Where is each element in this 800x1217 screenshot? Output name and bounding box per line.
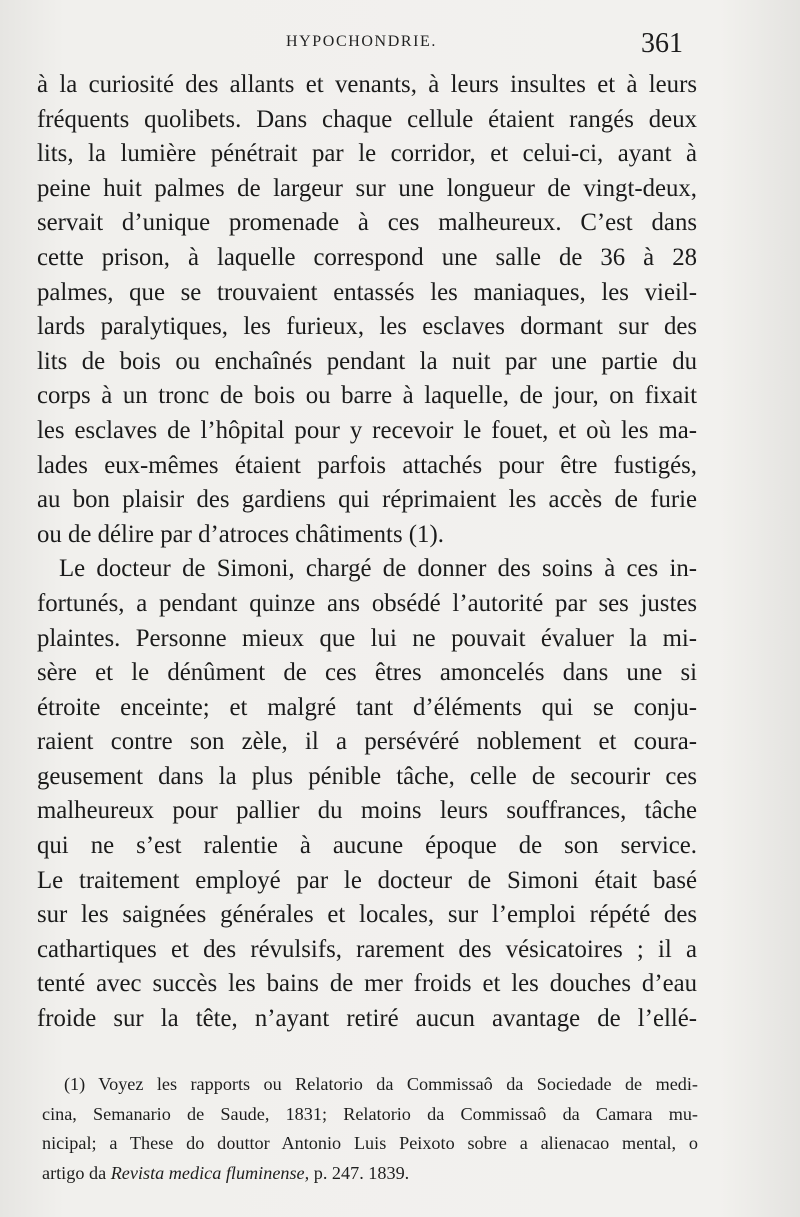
footnote-line: (1) Voyez les rapports ou Relatorio da Commissaô da Sociedade de medi- [64, 1074, 698, 1094]
footnote-line: nicipal; a These do douttor Antonio Luis Peixoto sobre a alienacao mental, o [42, 1133, 698, 1153]
paragraph-1 [37, 68, 697, 552]
text-line: lits, la lumière pénétrait par le corridor, et celui-ci, ayant à [37, 140, 697, 168]
footnote-citation: p. 247. 1839. [309, 1162, 410, 1183]
text-line: raient contre son zèle, il a persévéré noblement et coura- [37, 728, 697, 756]
text-line: les esclaves de l’hôpital pour y recevoir le fouet, et où les ma- [37, 416, 697, 444]
text-line: plaintes. Personne mieux que lui ne pouvait évaluer la mi- [37, 624, 697, 652]
footnote-line: cina, Semanario de Saude, 1831; Relatorio da Commissaô da Camara mu- [42, 1103, 698, 1124]
text-line: froide sur la tête, n’ayant retiré aucun avantage de l’ellé- [37, 1005, 697, 1033]
text-line: qui ne s’est ralentie à aucune époque de son service. [37, 832, 697, 860]
text-line: malheureux pour pallier du moins leurs souffrances, tâche [37, 797, 697, 825]
text-line: ou de délire par d’atroces châtiments (1). [37, 520, 444, 548]
footnote-text: artigo da [42, 1162, 111, 1183]
text-line: cette prison, à laquelle correspond une salle de 36 à 28 [37, 243, 697, 271]
text-line: sère et le dénûment de ces êtres amoncelés dans une si [37, 659, 697, 687]
text-line: corps à un tronc de bois ou barre à laquelle, de jour, on fixait [37, 382, 697, 410]
text-line: sur les saignées générales et locales, sur l’emploi répété des [37, 901, 697, 929]
journal-title: Revista medica fluminense, [110, 1162, 310, 1183]
text-line: lards paralytiques, les furieux, les esclaves dormant sur des [37, 313, 697, 341]
text-line: lits de bois ou enchaînés pendant la nuit par une partie du [37, 347, 697, 375]
main-text [37, 68, 697, 1037]
text-line: Le traitement employé par le docteur de Simoni était basé [37, 866, 697, 894]
text-line: cathartiques et des révulsifs, rarement des vésicatoires ; il a [37, 935, 697, 963]
paragraph-2 [37, 552, 697, 1036]
text-line: fortunés, a pendant quinze ans obsédé l’autorité par ses justes [37, 589, 697, 617]
text-line: servait d’unique promenade à ces malheureux. C’est dans [37, 209, 697, 237]
text-line: lades eux-mêmes étaient parfois attachés pour être fustigés, [37, 451, 697, 479]
page-number: 361 [641, 28, 683, 59]
text-line: palmes, que se trouvaient entassés les maniaques, les vieil- [37, 278, 697, 306]
text-line: tenté avec succès les bains de mer froids et les douches d’eau [37, 970, 697, 998]
footnote-last-line [42, 1159, 698, 1189]
text-line: à la curiosité des allants et venants, à leurs insultes et à leurs [37, 71, 697, 98]
text-line: geusement dans la plus pénible tâche, celle de secourir ces [37, 762, 697, 790]
text-line: peine huit palmes de largeur sur une longueur de vingt-deux, [37, 174, 697, 202]
text-line: étroite enceinte; et malgré tant d’éléments qui se conju- [37, 693, 697, 721]
text-line: Le docteur de Simoni, chargé de donner des soins à ces in- [59, 555, 697, 583]
footnote [42, 1070, 698, 1188]
page-header [0, 30, 800, 60]
text-line: fréquents quolibets. Dans chaque cellule étaient rangés deux [37, 105, 697, 133]
running-head: HYPOCHONDRIE. [286, 33, 438, 50]
text-line: au bon plaisir des gardiens qui réprimaient les accès de furie [37, 486, 697, 514]
